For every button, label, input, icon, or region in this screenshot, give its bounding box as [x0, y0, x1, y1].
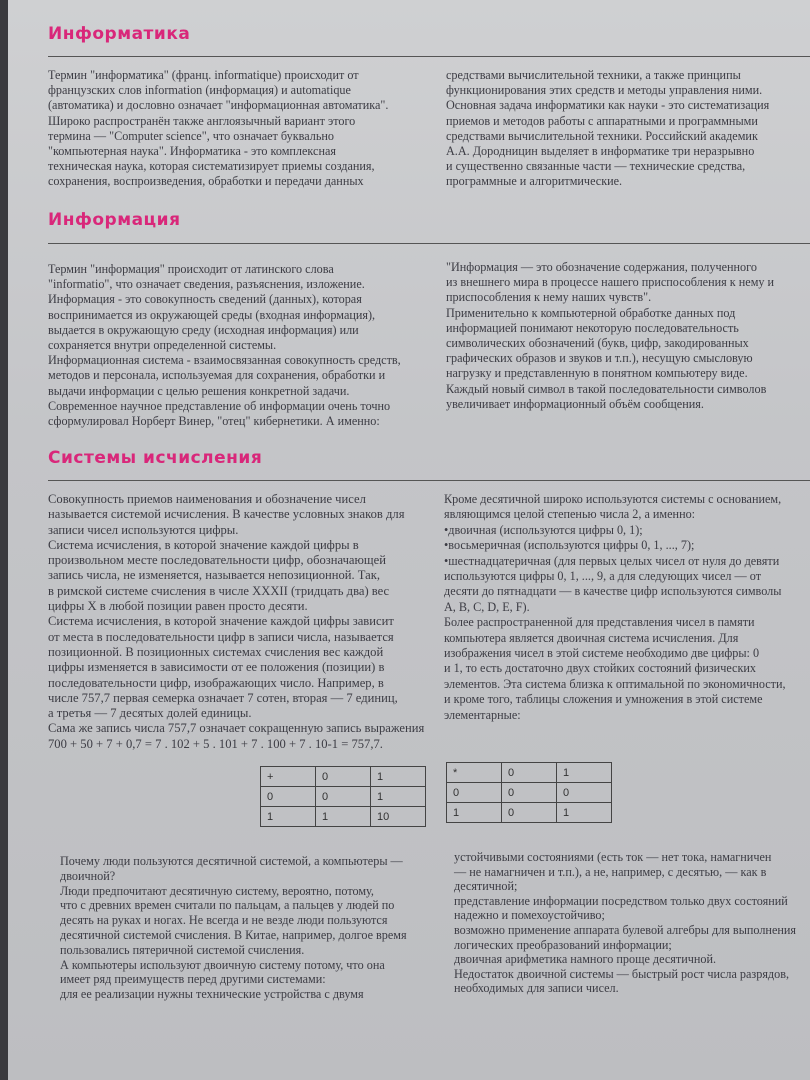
section-title-information: Информация: [48, 210, 181, 230]
text-line: Кроме десятичной широко используются системы с основанием,: [444, 492, 782, 506]
text-line: программные и алгоритмические.: [446, 174, 623, 189]
text-line: из внешнего мира в процессе нашего приспособления к нему и: [446, 275, 775, 290]
text-line: A, B, C, D, E, F).: [444, 599, 530, 614]
text-line: Недостаток двоичной системы — быстрый рост числа разрядов,: [454, 966, 790, 981]
text-line: Каждый новый символ в такой последовательности символов: [446, 381, 767, 396]
text-line: техническая наука, которая систематизирует приемы создания,: [48, 159, 375, 174]
section-title-systems: Системы исчисления: [48, 448, 263, 468]
text-line: 700 + 50 + 7 + 0,7 = 7 . 102 + 5 . 101 + 7 . 100 + 7 . 10-1 = 757,7.: [48, 736, 383, 751]
table-cell: 0: [502, 763, 557, 783]
text-line: элементарные:: [444, 707, 521, 722]
table-row: [261, 767, 426, 787]
informatics-right-column: [446, 68, 810, 190]
text-line: выдачи информации с целью решения конкретной задачи.: [48, 383, 350, 398]
text-line: компьютера является двоичная система исчисления. Для: [444, 630, 739, 645]
text-line: и кроме того, таблицы сложения и умножения в этой системе: [444, 692, 763, 707]
text-line: устойчивыми состояниями (есть ток — нет тока, намагничен: [454, 850, 772, 864]
text-line: десять на руках и ногах. Не всегда и не везде люди пользуются: [60, 913, 388, 928]
text-line: •восьмеричная (используются цифры 0, 1, ..., 7);: [444, 538, 695, 553]
text-line: термина — "Computer science", что означает буквально: [48, 128, 335, 143]
text-line: Совокупность приемов наименования и обозначение чисел: [48, 492, 366, 506]
text-line: от места в последовательности цифр в записи числа, называется: [48, 629, 394, 644]
text-line: выдается в окружающую среду (исходная информация) или: [48, 322, 359, 337]
text-line: Система исчисления, в которой значение каждой цифры зависит: [48, 614, 394, 629]
text-line: •шестнадцатеричная (для первых целых чисел от нуля до девяти: [444, 553, 780, 568]
text-line: элементов. Эта система близка к оптимальной по экономичности,: [444, 676, 786, 691]
text-line: приемов и методов работы с аппаратными и программными: [446, 113, 758, 128]
document-page: [8, 0, 810, 1080]
table-cell: 10: [371, 807, 426, 827]
text-line: "компьютерная наука". Информатика - это комплексная: [48, 144, 336, 159]
table-cell: 1: [261, 807, 316, 827]
table-cell: 1: [316, 807, 371, 827]
text-line: называется системой исчисления. В качестве условных знаков для: [48, 507, 405, 522]
text-line: десяти до пятнадцати — в качестве цифр используются символы: [444, 584, 782, 599]
table-cell: 0: [261, 787, 316, 807]
text-line: "informatio", что означает сведения, разъяснения, изложение.: [48, 277, 365, 292]
table-cell: 0: [316, 767, 371, 787]
multiplication-table: [446, 762, 612, 823]
table-row: [261, 787, 426, 807]
text-line: французских слов information (информация) и automatique: [48, 83, 351, 98]
table-cell: +: [261, 767, 316, 787]
table-row: [447, 783, 612, 803]
text-line: сохранения, воспроизведения, обработки и передачи данных: [48, 174, 364, 189]
text-line: сохраняется внутри определенной системы.: [48, 338, 277, 353]
text-line: для ее реализации нужны технические устройства с двумя: [60, 987, 364, 1002]
text-line: А.А. Дородницин выделяет в информатике три неразрывно: [446, 144, 755, 159]
text-line: а третья — 7 десятых долей единицы.: [48, 706, 252, 721]
text-line: воспринимается из окружающей среды (входная информация),: [48, 307, 376, 322]
text-line: логических преобразований информации;: [454, 937, 672, 952]
text-line: — не намагничен и т.п.), а не, например, с десятью, — как в: [454, 864, 767, 879]
systems-bottom-left-column: [60, 854, 446, 1002]
informatics-left-column: [48, 68, 438, 190]
table-cell: *: [447, 763, 502, 783]
text-line: Широко распространён также англоязычный вариант этого: [48, 113, 356, 128]
section-divider: [48, 480, 810, 481]
text-line: что с древних времен считали по пальцам, а пальцев у людей по: [60, 898, 395, 913]
text-line: пользовались пятеричной системой счисления.: [60, 942, 305, 957]
text-line: позиционной. В позиционных системах счисления вес каждой: [48, 644, 384, 659]
table-cell: 0: [316, 787, 371, 807]
systems-bottom-right-column: [454, 850, 810, 996]
section-title-informatics: Информатика: [48, 24, 191, 44]
text-line: Сама же запись числа 757,7 означает сокращенную запись выражения: [48, 721, 425, 736]
table-row: [447, 803, 612, 823]
text-line: Применительно к компьютерной обработке данных под: [446, 305, 736, 320]
text-line: Современное научное представление об информации очень точно: [48, 398, 391, 413]
text-line: последовательности цифр, изображающих число. Например, в: [48, 675, 384, 690]
table-row: [261, 807, 426, 827]
text-line: •двоичная (используются цифры 0, 1);: [444, 522, 643, 537]
text-line: десятичной;: [454, 879, 518, 894]
text-line: "Информация — это обозначение содержания, полученного: [446, 260, 757, 274]
text-line: представление информации посредством только двух состояний: [454, 893, 788, 908]
table-cell: 1: [557, 763, 612, 783]
text-line: имеет ряд преимуществ перед другими системами:: [60, 972, 326, 987]
text-line: числе 757,7 первая семерка означает 7 сотен, вторая — 7 единиц,: [48, 690, 398, 705]
addition-table: [260, 766, 426, 827]
text-line: Термин "информатика" (франц. informatique) происходит от: [48, 68, 359, 82]
information-left-column: [48, 262, 438, 429]
text-line: изображения чисел в этой системе необходимо две цифры: 0: [444, 646, 760, 661]
text-line: записи чисел используются цифры.: [48, 522, 239, 537]
text-line: запись числа, не изменяется, называется непозиционной. Так,: [48, 568, 381, 583]
systems-left-column: [48, 492, 446, 752]
table-cell: 0: [557, 783, 612, 803]
text-line: сформулировал Норберт Винер, "отец" кибернетики. А именно:: [48, 414, 380, 429]
text-line: цифры X в любой позиции равен просто десяти.: [48, 599, 308, 614]
text-line: в римской системе счисления в числе XXXII (тридцать два) вес: [48, 583, 390, 598]
text-line: символических обозначений (букв, цифр, закодированных: [446, 336, 749, 351]
text-line: Почему люди пользуются десятичной системой, а компьютеры —: [60, 854, 403, 868]
text-line: методов и персонала, используемая для сохранения, обработки и: [48, 368, 386, 383]
systems-right-column: [444, 492, 810, 723]
table-cell: 1: [371, 787, 426, 807]
text-line: десятичной системой счисления. В Китае, например, долгое время: [60, 927, 407, 942]
text-line: и существенно связанные части — технические средства,: [446, 159, 746, 174]
information-right-column: [446, 260, 810, 412]
text-line: Основная задача информатики как науки - это систематизация: [446, 98, 770, 113]
table-cell: 1: [447, 803, 502, 823]
text-line: Система исчисления, в которой значение каждой цифры в: [48, 537, 359, 552]
text-line: информацией понимают некоторую последовательность: [446, 320, 739, 335]
text-line: двоичной?: [60, 868, 116, 883]
text-line: произвольном месте последовательности цифр, обозначающей: [48, 553, 386, 568]
section-divider: [48, 56, 810, 57]
table-row: [447, 763, 612, 783]
text-line: функционирования этих средств и методы управления ними.: [446, 83, 763, 98]
section-divider: [48, 243, 810, 244]
text-line: увеличивает информационный объём сообщения.: [446, 396, 704, 411]
text-line: нагрузку и представленную в понятном компьютеру виде.: [446, 366, 748, 381]
text-line: необходимых для записи чисел.: [454, 981, 619, 996]
text-line: возможно применение аппарата булевой алгебры для выполнения: [454, 922, 796, 937]
text-line: графических образов и звуков и т.п.), несущую смысловую: [446, 351, 753, 366]
text-line: средствами вычислительной техники, а также принципы: [446, 68, 741, 82]
table-cell: 1: [557, 803, 612, 823]
text-line: приспособления к нему наших чувств".: [446, 290, 652, 305]
text-line: Люди предпочитают десятичную систему, вероятно, потому,: [60, 883, 374, 898]
table-cell: 1: [371, 767, 426, 787]
table-cell: 0: [502, 803, 557, 823]
text-line: Информационная система - взаимосвязанная совокупность средств,: [48, 353, 401, 368]
text-line: Информация - это совокупность сведений (данных), которая: [48, 292, 362, 307]
text-line: двоичная арифметика намного проще десятичной.: [454, 952, 717, 967]
text-line: используются цифры 0, 1, ..., 9, а для следующих чисел — от: [444, 569, 762, 584]
text-line: Термин "информация" происходит от латинского слова: [48, 262, 334, 276]
table-cell: 0: [502, 783, 557, 803]
text-line: средствами вычислительной техники. Российский академик: [446, 128, 758, 143]
text-line: и 1, то есть достаточно двух стойких состояний физических: [444, 661, 756, 676]
table-cell: 0: [447, 783, 502, 803]
text-line: являющимся целой степенью числа 2, а именно:: [444, 507, 696, 522]
text-line: надежно и помехоустойчиво;: [454, 908, 605, 923]
text-line: (автоматика) и дословно означает "информационная автоматика".: [48, 98, 389, 113]
text-line: А компьютеры используют двоичную систему потому, что она: [60, 957, 385, 972]
text-line: Более распространенной для представления чисел в памяти: [444, 615, 755, 630]
text-line: цифры изменяется в зависимости от ее положения (позиции) в: [48, 660, 385, 675]
